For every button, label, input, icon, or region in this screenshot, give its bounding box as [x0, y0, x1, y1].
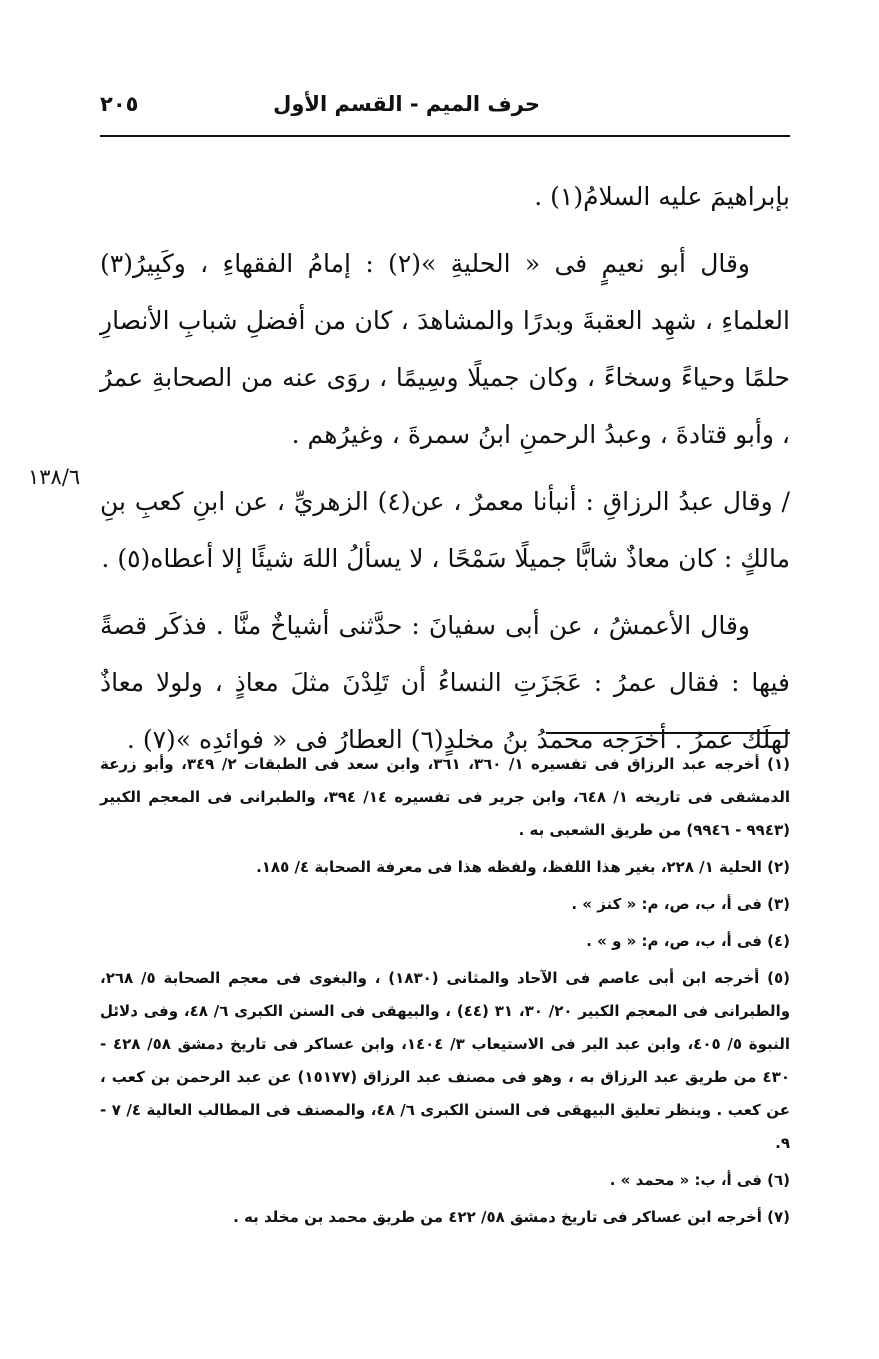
page-number: ٢٠٥: [100, 92, 139, 116]
main-text: [100, 168, 790, 768]
footnote-5: (٥) أخرجه ابن أبى عاصم فى الآحاد والمثانى (١٨٣٠) ، والبغوى فى معجم الصحابة ٥/ ٢٦٨، والطبرانى فى المعجم الكبير ٢٠/ ٣٠، ٣١ (٤٤) ، والبيهقى فى السنن الكبرى ٦/ ٤٨، وفى دلائل النبوة ٥/ ٤٠٥، وابن عبد البر فى الاستيعاب ٣/ ١٤٠٤، وابن عساكر فى تاريخ دمشق ٥٨/ ٤٢٨ - ٤٣٠ من طريق عبد الرزاق به ، وهو فى مصنف عبد الرزاق (١٥١٧٧) عن عبد الرحمن بن كعب ، عن كعب . وينظر تعليق البيهقى فى السنن الكبرى ٦/ ٤٨، والمصنف فى المطالب العالية ٤/ ٧ - ٩.: [100, 969, 791, 1152]
footnote-7: (٧) أخرجه ابن عساكر فى تاريخ دمشق ٥٨/ ٤٢٢ من طريق محمد بن مخلد به .: [233, 1208, 790, 1226]
footnote-divider: [546, 732, 790, 734]
running-header: [100, 92, 790, 122]
paragraph-3: / وقال عبدُ الرزاقِ : أنبأنا معمرٌ ، عن(٤) الزهريِّ ، عن ابنِ كعبِ بنِ مالكٍ : كان معاذٌ شابًّا جميلًا سَمْحًا ، لا يسألُ اللهَ شيئًا إلا أعطاه(٥) .: [100, 487, 790, 573]
footnote-1: (١) أخرجه عبد الرزاق فى تفسيره ١/ ٣٦٠، ٣٦١، وابن سعد فى الطبقات ٢/ ٣٤٩، وأبو زرعة الدمشقى فى تاريخه ١/ ٦٤٨، وابن جرير فى تفسيره ١٤/ ٣٩٤، والطبرانى فى المعجم الكبير (٩٩٤٣ - ٩٩٤٦) من طريق الشعبى به .: [100, 755, 791, 839]
header-title: حرف الميم - القسم الأول: [273, 92, 540, 116]
paragraph-4: وقال الأعمشُ ، عن أبى سفيانَ : حدَّثنى أشياخٌ منَّا . فذكَر قصةً فيها : فقال عمرُ : عَجَزَتِ النساءُ أن تَلِدْنَ مثلَ معاذٍ ، ولولا معاذٌ لهلَك عمرُ . أخرَجه محمدُ بنُ مخلدٍ(٦) العطارُ فى « فوائدِه »(٧) .: [100, 611, 790, 754]
paragraph-1: بإبراهيمَ عليه السلامُ(١) .: [534, 182, 790, 211]
footnote-4: (٤) فى أ، ب، ص، م: « و » .: [586, 932, 790, 950]
footnote-3: (٣) فى أ، ب، ص، م: « كنز » .: [571, 895, 790, 913]
footnote-6: (٦) فى أ، ب: « محمد » .: [609, 1171, 790, 1189]
footnote-2: (٢) الحلية ١/ ٢٢٨، بغير هذا اللفظ، ولفظه هذا فى معرفة الصحابة ٤/ ١٨٥.: [256, 858, 790, 876]
marginal-reference: ١٣٨/٦: [28, 465, 81, 489]
footnotes: [100, 748, 790, 1238]
paragraph-2: وقال أبو نعيمٍ فى « الحليةِ »(٢) : إمامُ الفقهاءِ ، وكَبِيرُ(٣) العلماءِ ، شهِد العقبةَ وبدرًا والمشاهدَ ، كان من أفضلِ شبابِ الأنصارِ حلمًا وحياءً وسخاءً ، وكان جميلًا وسِيمًا ، روَى عنه من الصحابةِ عمرُ ، وأبو قتادةَ ، وعبدُ الرحمنِ ابنُ سمرةَ ، وغيرُهم .: [100, 249, 790, 449]
header-divider: [100, 135, 790, 137]
